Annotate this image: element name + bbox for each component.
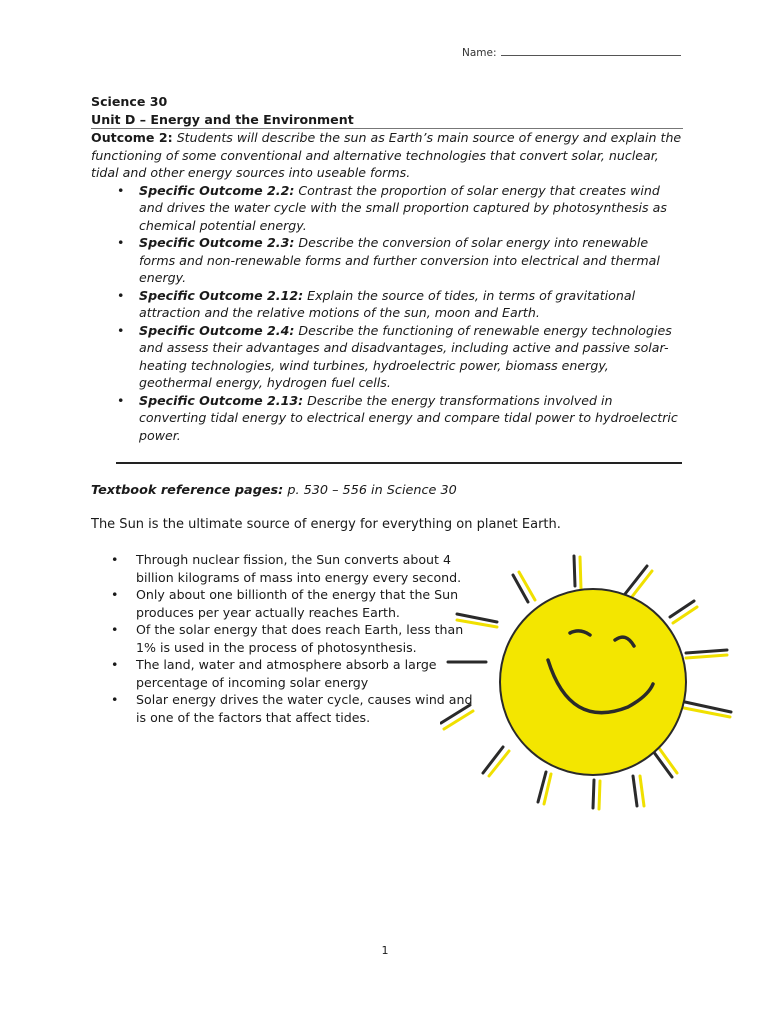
bullet: • xyxy=(111,657,119,672)
unit-title: Unit D – Energy and the Environment xyxy=(91,111,683,130)
sun-ray xyxy=(625,566,652,598)
name-blank-line[interactable] xyxy=(501,45,681,56)
sun-ray xyxy=(653,748,677,777)
bullet: • xyxy=(117,287,125,303)
page-number: 1 xyxy=(381,944,389,957)
outcome-label: Outcome 2: xyxy=(91,130,173,145)
bullet: • xyxy=(111,587,119,602)
bullet: • xyxy=(117,235,125,250)
list-item xyxy=(91,287,683,322)
specific-outcome-label: Specific Outcome 2.3: xyxy=(139,235,295,250)
sun-ray xyxy=(513,572,535,602)
sun-face xyxy=(500,589,686,775)
sun-ray xyxy=(538,772,551,804)
section-divider xyxy=(116,462,682,464)
specific-outcome-text: Describe the conversion of solar energy into renewable forms and non-renewable forms and further conversion into electrical and thermal energy. xyxy=(139,235,660,285)
specific-outcome-text: Describe the energy transformations involved in converting tidal energy to electrical energy and compare tidal power to hydroelectric power. xyxy=(139,392,678,443)
textbook-reference xyxy=(91,483,457,498)
list-item xyxy=(91,392,683,445)
specific-outcome-label: Specific Outcome 2.4: xyxy=(139,322,295,338)
sun-ray xyxy=(684,702,731,717)
course-title: Science 30 xyxy=(91,94,168,109)
textbook-label: Textbook reference pages: xyxy=(91,483,284,498)
outcome-text: Students will describe the sun as Earth’s main source of energy and explain the functioning of some conventional and alternative technologies that convert solar, nuclear, tidal and other energy sources into useable forms. xyxy=(91,130,682,180)
bullet: • xyxy=(117,322,125,338)
bullet: • xyxy=(117,182,125,198)
intro-sentence: The Sun is the ultimate source of energy for everything on planet Earth. xyxy=(91,517,561,532)
sun-ray xyxy=(574,556,581,589)
smiling-sun-illustration xyxy=(440,545,745,815)
list-item xyxy=(91,656,476,691)
sun-ray xyxy=(441,705,473,729)
fact-text: Through nuclear fission, the Sun converts about 4 billion kilograms of mass into energy every second. xyxy=(136,552,462,585)
sun-ray xyxy=(686,650,727,658)
specific-outcomes-list xyxy=(91,182,683,445)
specific-outcome-text: Explain the source of tides, in terms of gravitational attraction and the relative motions of the sun, moon and Earth. xyxy=(139,287,636,320)
list-item xyxy=(91,234,683,287)
fact-text: Only about one billionth of the energy that the Sun produces per year actually reaches Earth. xyxy=(136,587,459,620)
document-header xyxy=(91,93,683,444)
fact-text: The land, water and atmosphere absorb a large percentage of incoming solar energy xyxy=(136,657,437,690)
bullet: • xyxy=(111,692,119,707)
list-item xyxy=(91,322,683,392)
specific-outcome-text: Contrast the proportion of solar energy that creates wind and drives the water cycle with the small proportion captured by photosynthesis as chemical potential energy. xyxy=(139,182,667,233)
specific-outcome-label: Specific Outcome 2.13: xyxy=(139,392,304,408)
specific-outcome-label: Specific Outcome 2.2: xyxy=(139,182,295,198)
bullet: • xyxy=(117,392,125,408)
bullet: • xyxy=(111,552,119,567)
fact-text: Of the solar energy that does reach Earth, less than 1% is used in the process of photosynthesis. xyxy=(136,622,464,655)
list-item xyxy=(91,586,476,621)
sun-ray xyxy=(483,747,509,776)
bullet: • xyxy=(111,622,119,637)
list-item xyxy=(91,691,476,726)
sun-ray xyxy=(670,601,697,623)
sun-ray xyxy=(457,614,497,627)
name-field[interactable] xyxy=(462,45,681,59)
specific-outcome-label: Specific Outcome 2.12: xyxy=(139,287,304,303)
name-label: Name: xyxy=(462,47,497,59)
textbook-pages: p. 530 – 556 in Science 30 xyxy=(287,483,457,498)
sun-facts-list xyxy=(91,551,476,726)
list-item xyxy=(91,182,683,235)
list-item xyxy=(91,621,476,656)
sun-ray xyxy=(633,776,644,806)
fact-text: Solar energy drives the water cycle, causes wind and is one of the factors that affect tides. xyxy=(136,692,473,725)
specific-outcome-text: Describe the functioning of renewable energy technologies and assess their advantages and disadvantages, including active and passive solar-heating technologies, wind turbines, hydroelectric power, biomass energy, geothermal energy, hydrogen fuel cells. xyxy=(139,322,672,390)
sun-ray xyxy=(593,780,600,809)
outcome-statement xyxy=(91,129,683,182)
list-item xyxy=(91,551,476,586)
